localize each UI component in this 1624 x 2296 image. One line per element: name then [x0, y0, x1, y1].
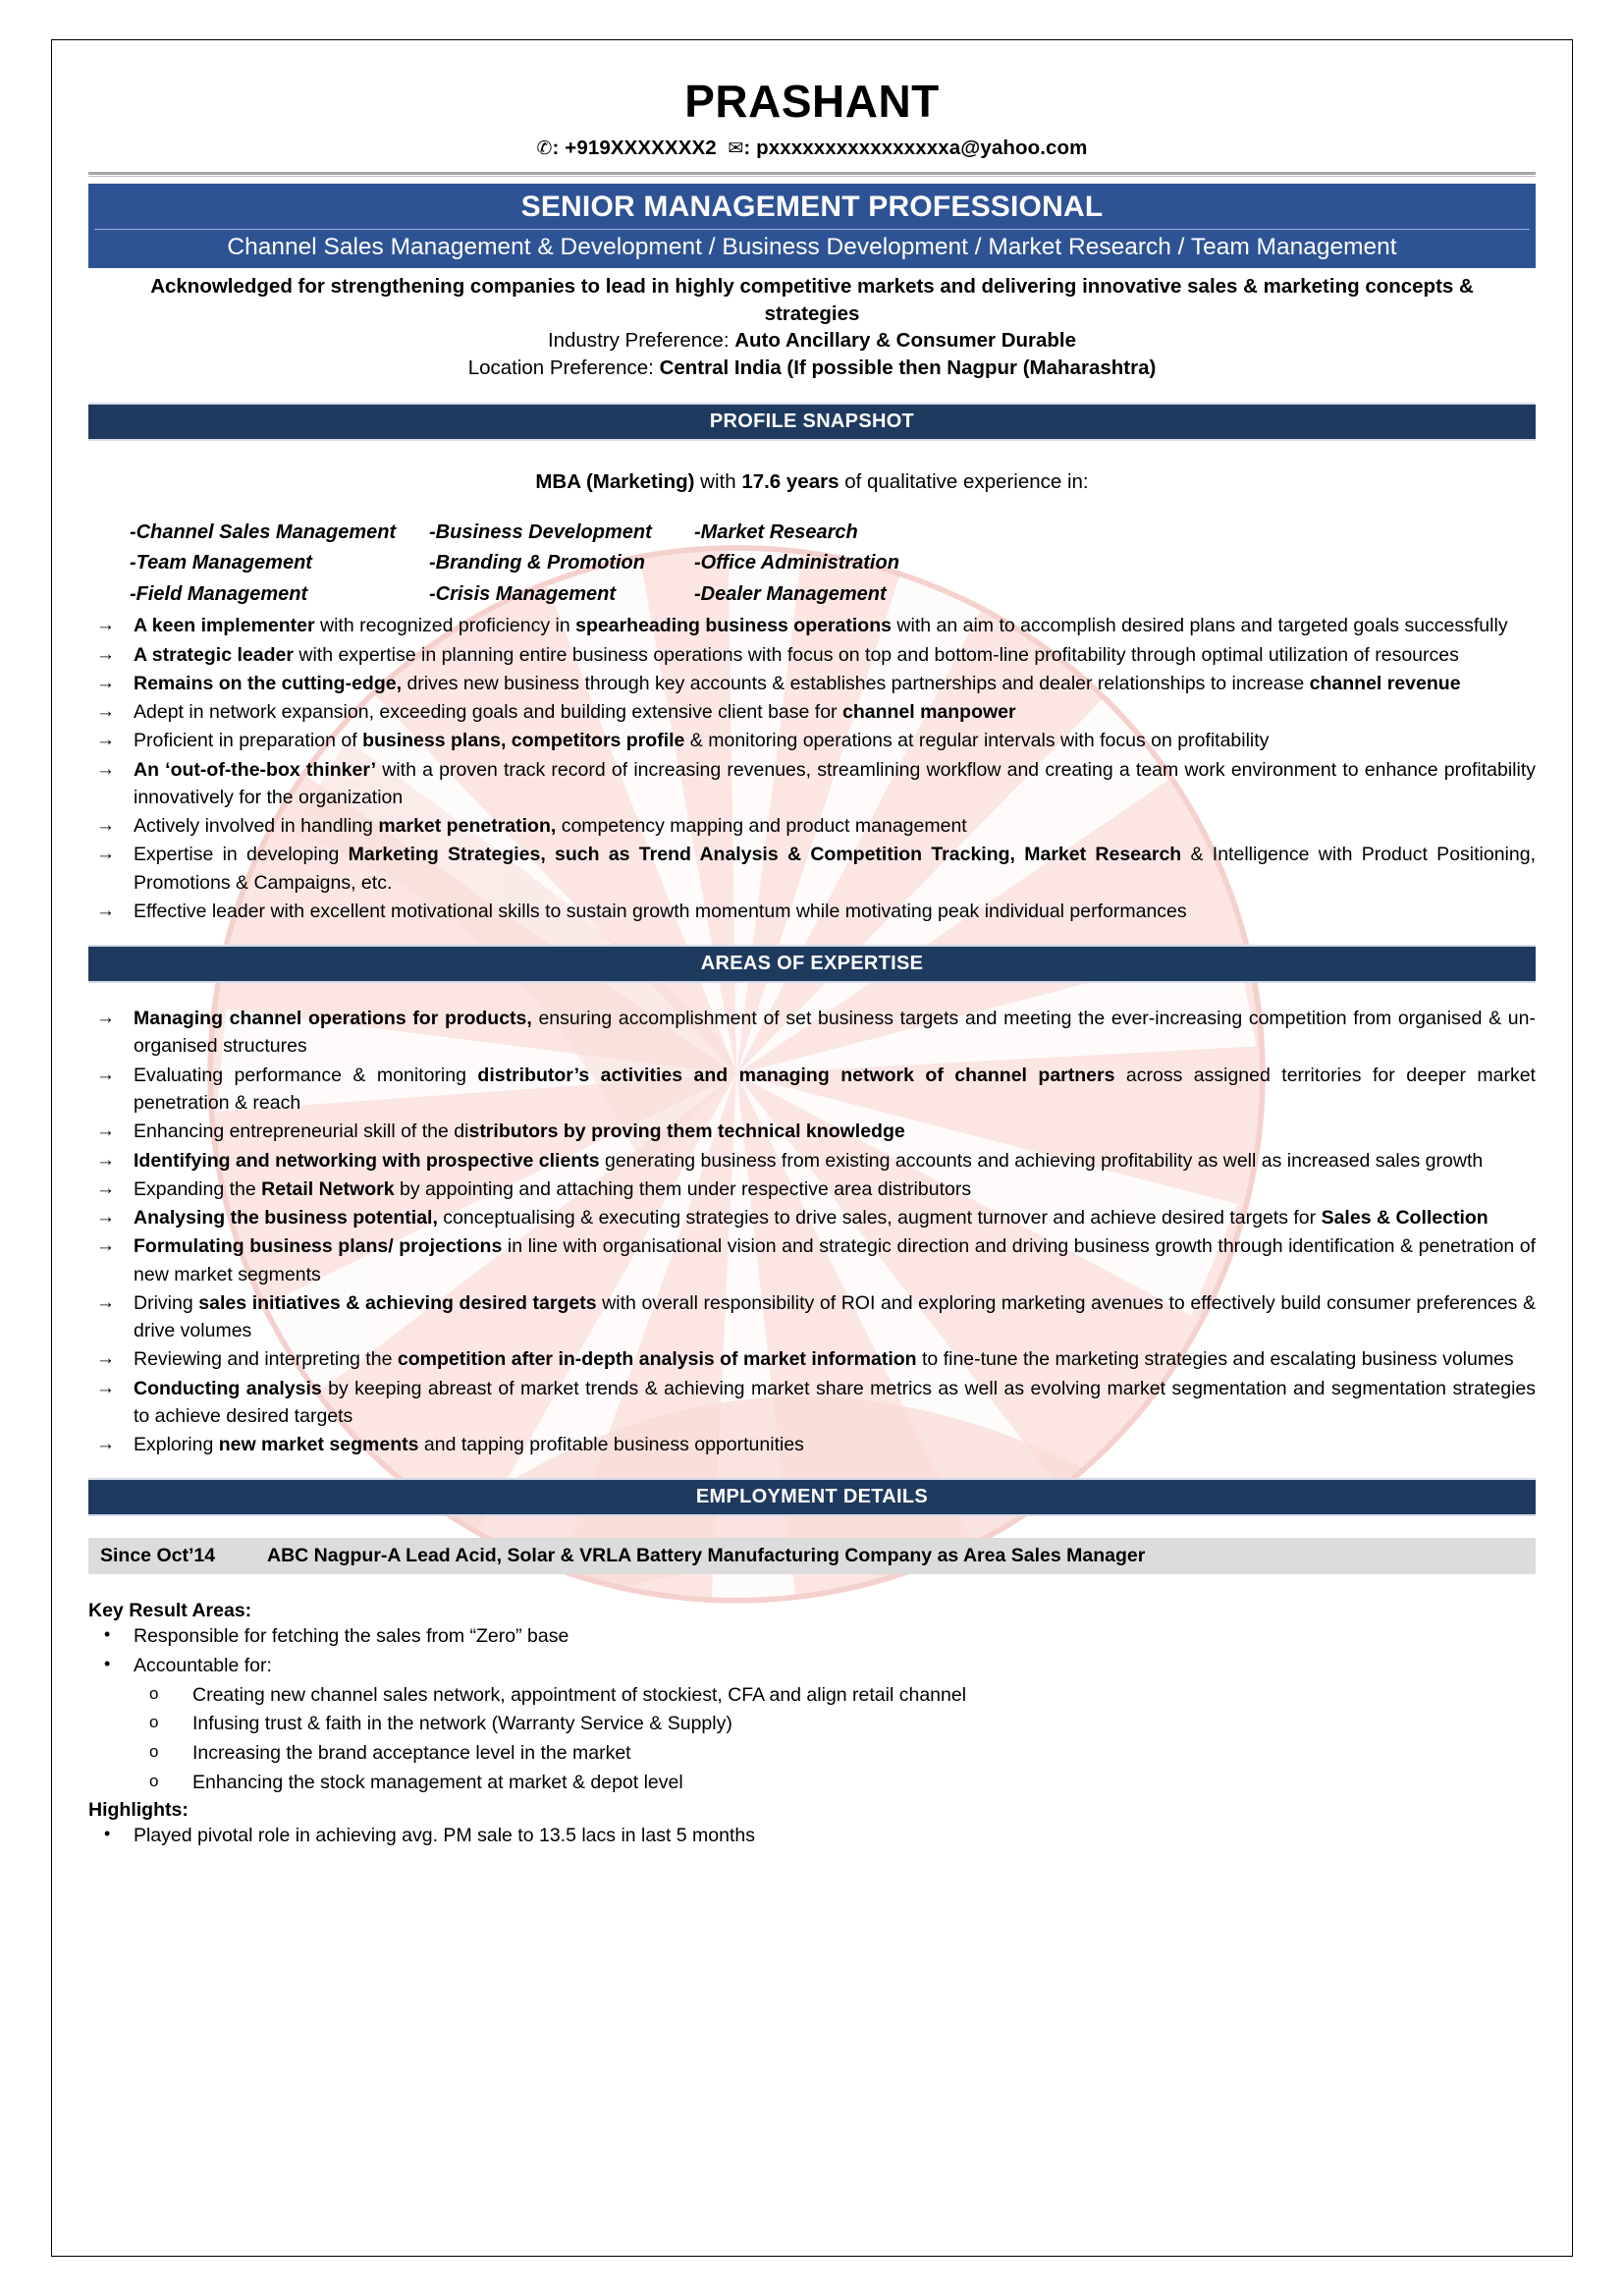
- industry-value: Auto Ancillary & Consumer Durable: [734, 328, 1077, 352]
- list-item: [88, 1769, 1536, 1798]
- expertise-bullet-list: [88, 1005, 1536, 1458]
- bullet-text: Expertise in developing: [134, 844, 349, 866]
- bullet-item: [88, 1147, 1536, 1175]
- bullet-text: with a proven track record of increasing revenues, streamlining workflow and creating a team work environment to enhance profitability innovatively for the organization: [134, 758, 1536, 808]
- arrow-bullet-icon: →: [96, 1207, 115, 1229]
- bullet-emphasis: spearheading business operations: [575, 615, 892, 637]
- circle-bullet-icon: o: [149, 1741, 159, 1761]
- skill-item: -Office Administration: [694, 552, 899, 574]
- bullet-item: [88, 1431, 1536, 1458]
- key-result-areas-list: [88, 1622, 1536, 1680]
- arrow-bullet-icon: →: [96, 701, 115, 723]
- bullet-item: [88, 1345, 1536, 1373]
- arrow-bullet-icon: →: [96, 815, 115, 837]
- bullet-emphasis: Sales & Collection: [1321, 1207, 1489, 1230]
- bullet-text: Actively involved in handling: [134, 815, 379, 838]
- list-item: [88, 1681, 1536, 1711]
- headline-title: SENIOR MANAGEMENT PROFESSIONAL: [520, 191, 1104, 224]
- highlights-list: [88, 1822, 1536, 1851]
- dot-bullet-icon: •: [104, 1624, 111, 1645]
- banner-rule: [94, 229, 1530, 230]
- bullet-emphasis: distributor’s activities and managing network of channel partners: [477, 1064, 1115, 1086]
- industry-preference: [88, 327, 1536, 355]
- qualification-line: [88, 470, 1536, 494]
- arrow-bullet-icon: →: [96, 1348, 115, 1370]
- bullet-item: [88, 756, 1536, 812]
- skill-item: -Business Development: [429, 520, 652, 543]
- arrow-bullet-icon: →: [96, 1291, 115, 1313]
- profile-bullet-list: [88, 612, 1536, 925]
- bullet-emphasis: Retail Network: [261, 1177, 395, 1200]
- bullet-emphasis: A keen implementer: [134, 615, 315, 637]
- bullet-text: with overall responsibility of ROI and exploring marketing avenues to effectively build consumer preferences & drive volumes: [134, 1291, 1536, 1342]
- bullet-emphasis: Remains on the cutting-edge,: [134, 672, 403, 694]
- bullet-emphasis: new market segments: [218, 1434, 419, 1456]
- skill-item: -Team Management: [130, 552, 312, 574]
- bullet-text: Driving: [134, 1291, 199, 1314]
- section-header-areas-of-expertise: AREAS OF EXPERTISE: [88, 945, 1536, 983]
- dot-bullet-icon: •: [104, 1654, 111, 1674]
- bullet-text: Adept in network expansion, exceeding goals and building extensive client base for: [134, 701, 842, 724]
- bullet-item: [88, 1175, 1536, 1203]
- bullet-text: with recognized proficiency in: [314, 615, 576, 637]
- arrow-bullet-icon: →: [96, 900, 115, 921]
- header-divider: [88, 172, 1536, 177]
- bullet-text: Evaluating performance & monitoring: [134, 1064, 478, 1086]
- bullet-text: ensuring accomplishment of set business targets and meeting the ever-increasing competition from organised & un-organised structures: [134, 1008, 1536, 1058]
- list-item: [88, 1622, 1536, 1652]
- arrow-bullet-icon: →: [96, 844, 115, 865]
- bullet-item: [88, 612, 1536, 639]
- bullet-text: competency mapping and product management: [556, 815, 967, 838]
- bullet-text: Effective leader with excellent motivational skills to sustain growth momentum while motivating peak individual performances: [134, 900, 1187, 922]
- bullet-emphasis: An ‘out-of-the-box thinker’: [134, 758, 377, 781]
- bullet-emphasis: channel revenue: [1309, 672, 1461, 694]
- skill-item: -Branding & Promotion: [429, 552, 645, 574]
- bullet-text: to fine-tune the marketing strategies and escalating business volumes: [916, 1348, 1514, 1371]
- bullet-item: [88, 898, 1536, 925]
- arrow-bullet-icon: →: [96, 1177, 115, 1199]
- bullet-item: [88, 1232, 1536, 1288]
- list-item-text: Accountable for:: [134, 1655, 272, 1677]
- bullet-text: Exploring: [134, 1434, 219, 1456]
- key-result-areas-heading: Key Result Areas:: [88, 1600, 252, 1622]
- arrow-bullet-icon: →: [96, 672, 115, 693]
- bullet-emphasis: A strategic leader: [134, 643, 294, 666]
- list-item-text: Played pivotal role in achieving avg. PM sale to 13.5 lacs in last 5 months: [134, 1825, 756, 1847]
- arrow-bullet-icon: →: [96, 1235, 115, 1257]
- bullet-item: [88, 1204, 1536, 1231]
- bullet-text: & monitoring operations at regular intervals with focus on profitability: [684, 730, 1270, 752]
- bullet-emphasis: business plans, competitors profile: [362, 730, 685, 752]
- envelope-icon: ✉: [728, 138, 744, 160]
- bullet-item: [88, 641, 1536, 669]
- circle-bullet-icon: o: [149, 1683, 159, 1703]
- arrow-bullet-icon: →: [96, 1149, 115, 1171]
- bullet-text: generating business from existing accounts and achieving profitability as well as increased sales growth: [599, 1149, 1484, 1172]
- bullet-emphasis: channel manpower: [841, 701, 1016, 724]
- qualification-suffix: of qualitative experience in:: [839, 469, 1089, 493]
- arrow-bullet-icon: →: [96, 615, 115, 636]
- list-item: [88, 1710, 1536, 1739]
- bullet-text: across assigned territories for deeper market penetration & reach: [134, 1064, 1536, 1115]
- phone-number: : +919XXXXXXX2: [552, 137, 717, 160]
- bullet-emphasis: Marketing Strategies, such as Trend Analysis & Competition Tracking, Market Research: [348, 844, 1182, 866]
- location-preference: [88, 355, 1536, 382]
- bullet-emphasis: Conducting analysis: [134, 1377, 322, 1399]
- bullet-item: [88, 1005, 1536, 1061]
- dot-bullet-icon: •: [104, 1824, 111, 1844]
- section-header-employment-details: EMPLOYMENT DETAILS: [88, 1478, 1536, 1516]
- employment-entry: [88, 1538, 1536, 1574]
- summary-tagline: Acknowledged for strengthening companies to lead in highly competitive markets and delivering innovative sales & marketing concepts & strategies: [150, 275, 1474, 325]
- contact-line: [88, 137, 1536, 160]
- bullet-item: [88, 1062, 1536, 1118]
- location-value: Central India (If possible then Nagpur (Maharashtra): [659, 356, 1157, 380]
- bullet-item: [88, 1375, 1536, 1431]
- bullet-text: with an aim to accomplish desired plans and targeted goals successfully: [891, 615, 1508, 637]
- circle-bullet-icon: o: [149, 1713, 159, 1732]
- employment-description: ABC Nagpur-A Lead Acid, Solar & VRLA Battery Manufacturing Company as Area Sales Manager: [267, 1545, 1146, 1567]
- bullet-item: [88, 1118, 1536, 1145]
- circle-bullet-icon: o: [149, 1771, 159, 1790]
- skill-item: -Dealer Management: [694, 582, 887, 605]
- skill-item: -Market Research: [694, 520, 858, 543]
- bullet-text: with expertise in planning entire business operations with focus on top and bottom-line profitability through optimal utilization of resources: [293, 643, 1459, 666]
- bullet-emphasis: Managing channel operations for products,: [134, 1008, 532, 1030]
- list-item-text: Enhancing the stock management at market & depot level: [192, 1771, 683, 1793]
- bullet-text: by keeping abreast of market trends & achieving market share metrics as well as evolving market segmentation and segmentation strategies to achieve desired targets: [134, 1377, 1537, 1427]
- bullet-item: [88, 841, 1536, 897]
- title-banner: [88, 184, 1536, 268]
- bullet-text: & Intelligence with Product Positioning, Promotions & Campaigns, etc.: [134, 844, 1536, 894]
- arrow-bullet-icon: →: [96, 643, 115, 665]
- bullet-item: [88, 698, 1536, 726]
- list-item-text: Infusing trust & faith in the network (Warranty Service & Supply): [192, 1713, 732, 1735]
- arrow-bullet-icon: →: [96, 1377, 115, 1398]
- key-result-areas-sublist: [88, 1681, 1536, 1798]
- bullet-emphasis: competition after in-depth analysis of market information: [397, 1348, 917, 1371]
- bullet-item: [88, 670, 1536, 697]
- bullet-text: Enhancing entrepreneurial skill of the di: [134, 1121, 469, 1143]
- skill-item: -Field Management: [130, 582, 308, 605]
- industry-label: Industry Preference:: [547, 328, 735, 352]
- highlights-heading: Highlights:: [88, 1799, 189, 1822]
- bullet-text: Proficient in preparation of: [134, 730, 363, 752]
- list-item: [88, 1822, 1536, 1851]
- bullet-item: [88, 727, 1536, 754]
- bullet-emphasis: stributors by proving them technical knowledge: [468, 1121, 905, 1143]
- bullet-item: [88, 1289, 1536, 1345]
- arrow-bullet-icon: →: [96, 1064, 115, 1085]
- phone-icon: ✆: [536, 138, 553, 160]
- bullet-emphasis: Identifying and networking with prospective clients: [134, 1149, 600, 1172]
- list-item-text: Increasing the brand acceptance level in the market: [192, 1741, 631, 1764]
- bullet-text: drives new business through key accounts & establishes partnerships and dealer relationships to increase: [402, 672, 1310, 694]
- arrow-bullet-icon: →: [96, 1121, 115, 1142]
- degree: MBA (Marketing): [535, 469, 695, 493]
- skill-item: -Crisis Management: [429, 582, 617, 605]
- bullet-text: conceptualising & executing strategies to drive sales, augment turnover and achieve desired targets for: [437, 1207, 1322, 1230]
- headline-subtitle: Channel Sales Management & Development / Business Development / Market Research / Team Management: [227, 234, 1397, 261]
- candidate-name: PRASHANT: [684, 76, 940, 127]
- arrow-bullet-icon: →: [96, 758, 115, 780]
- resume-content: [88, 61, 1536, 1851]
- bullet-text: in line with organisational vision and strategic direction and driving business growth through identification & penetration of new market segments: [134, 1235, 1537, 1285]
- location-label: Location Preference:: [467, 356, 660, 380]
- email-address: : pxxxxxxxxxxxxxxxxa@yahoo.com: [743, 137, 1088, 160]
- qualification-mid: with: [694, 469, 742, 493]
- experience-years: 17.6 years: [741, 469, 839, 493]
- skill-item: -Channel Sales Management: [130, 520, 397, 543]
- arrow-bullet-icon: →: [96, 1008, 115, 1029]
- skills-grid: [88, 518, 1536, 610]
- bullet-text: Reviewing and interpreting the: [134, 1348, 398, 1371]
- bullet-text: and tapping profitable business opportunities: [418, 1434, 804, 1456]
- bullet-emphasis: market penetration,: [378, 815, 557, 838]
- bullet-text: by appointing and attaching them under respective area distributors: [394, 1177, 972, 1200]
- list-item-text: Responsible for fetching the sales from “Zero” base: [134, 1625, 569, 1648]
- bullet-text: Expanding the: [134, 1177, 262, 1200]
- bullet-emphasis: Formulating business plans/ projections: [134, 1235, 503, 1258]
- section-header-profile-snapshot: PROFILE SNAPSHOT: [88, 403, 1536, 441]
- employment-period: Since Oct’14: [100, 1545, 216, 1567]
- arrow-bullet-icon: →: [96, 730, 115, 751]
- arrow-bullet-icon: →: [96, 1434, 115, 1455]
- list-item: [88, 1652, 1536, 1681]
- bullet-emphasis: Analysing the business potential,: [134, 1207, 438, 1230]
- bullet-item: [88, 812, 1536, 840]
- list-item: [88, 1739, 1536, 1769]
- bullet-emphasis: sales initiatives & achieving desired targets: [198, 1291, 597, 1314]
- list-item-text: Creating new channel sales network, appointment of stockiest, CFA and align retail channel: [192, 1683, 967, 1706]
